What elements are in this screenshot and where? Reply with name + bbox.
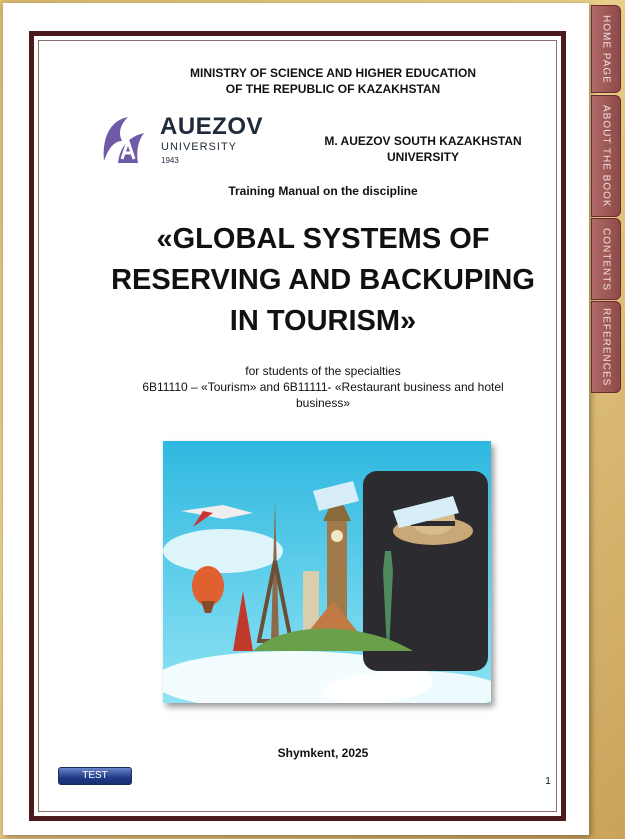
test-button[interactable]: TEST bbox=[58, 767, 132, 785]
tab-about-the-book[interactable]: ABOUT THE BOOK bbox=[591, 95, 621, 217]
book-page bbox=[3, 3, 589, 835]
tab-home-page[interactable]: HOME PAGE bbox=[591, 5, 621, 93]
logo-sub: UNIVERSITY bbox=[161, 141, 238, 153]
ministry-heading: MINISTRY OF SCIENCE AND HIGHER EDUCATION OF THE REPUBLIC OF KAZAKHSTAN bbox=[189, 66, 476, 96]
training-manual-label: Training Manual on the discipline bbox=[228, 184, 418, 198]
specialties-text: for students of the specialties 6B11110 – «Tourism» and 6B11111- «Restaurant business and hotel business» bbox=[142, 364, 504, 410]
page-number: 1 bbox=[545, 776, 551, 787]
book-title: «GLOBAL SYSTEMS OF RESERVING AND BACKUPING IN TOURISM» bbox=[111, 223, 535, 337]
logo-year: 1943 bbox=[161, 156, 179, 165]
logo-name: AUEZOV bbox=[160, 113, 264, 140]
university-logo bbox=[98, 111, 268, 171]
travel-cover-illustration bbox=[163, 441, 491, 703]
balloon-icon bbox=[192, 566, 224, 606]
university-name: M. AUEZOV SOUTH KAZAKHSTAN UNIVERSITY bbox=[324, 134, 522, 164]
city-year: Shymkent, 2025 bbox=[277, 746, 369, 760]
auezov-emblem-icon bbox=[98, 111, 154, 167]
tab-contents[interactable]: CONTENTS bbox=[591, 218, 621, 300]
tab-references[interactable]: REFERENCES bbox=[591, 301, 621, 393]
